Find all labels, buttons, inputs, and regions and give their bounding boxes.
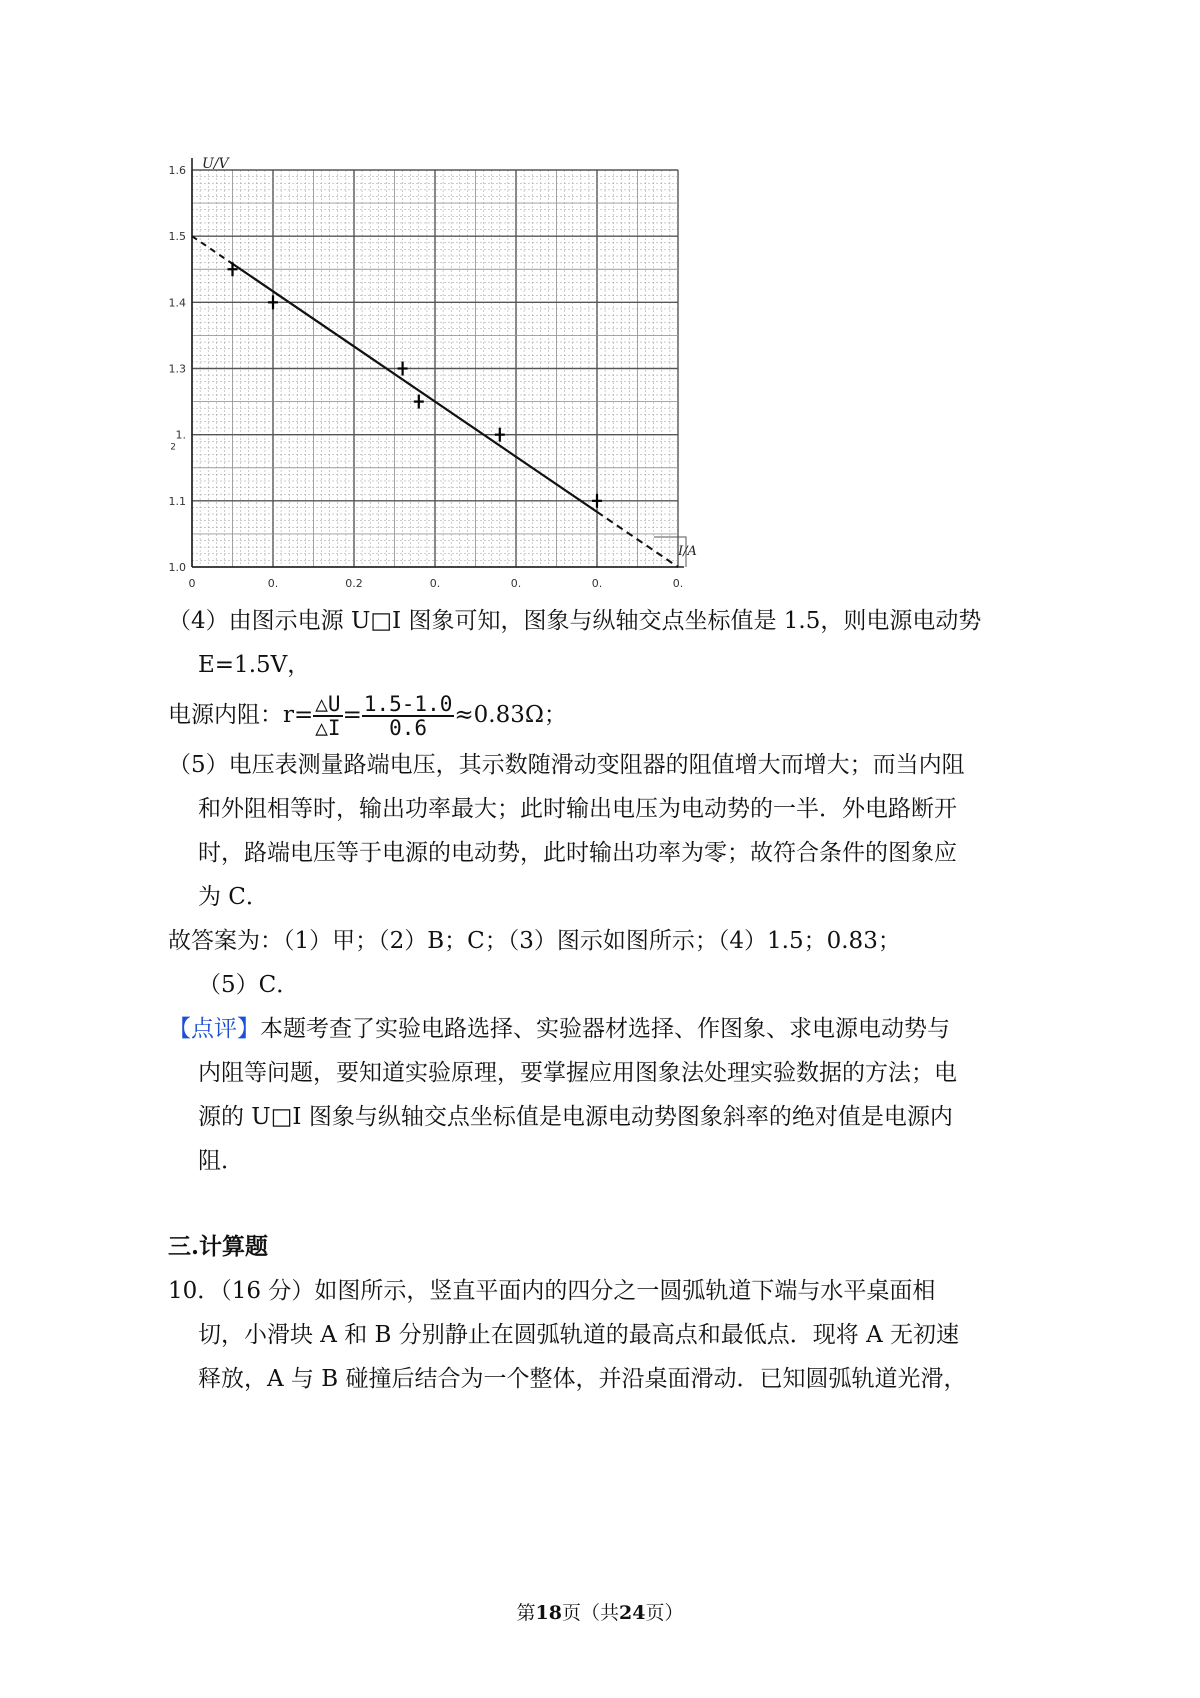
y-tick-label: 1.6 — [168, 164, 186, 177]
y-tick-label: 1.1 — [168, 494, 186, 508]
answer-5-line-1: （5）电压表测量路端电压，其示数随滑动变阻器的阻值增大而增大；而当内阻 — [168, 752, 965, 778]
final-answer-line-2: （5）C． — [198, 972, 300, 998]
review-text-1: 本题考查了实验电路选择、实验器材选择、作图象、求电源电动势与 — [260, 1016, 950, 1042]
x-tick-label: 0 — [188, 577, 196, 590]
y-tick-label: 1.0 — [168, 561, 186, 574]
y-tick-label: 1. — [175, 428, 186, 442]
fit-line-solid — [233, 264, 598, 512]
review-tag: 【点评】 — [168, 1016, 260, 1042]
formula-equals: = — [342, 702, 362, 728]
data-point — [398, 362, 408, 376]
data-point — [414, 395, 424, 409]
data-point — [592, 494, 602, 508]
answer-5-line-2: 和外阻相等时，输出功率最大；此时输出电压为电动势的一半．外电路断开 — [198, 796, 957, 822]
final-answer-line-1: 故答案为：（1）甲；（2）B；C；（3）图示如图所示；（4）1.5；0.83； — [168, 928, 901, 954]
question-10-line-3: 释放，A 与 B 碰撞后结合为一个整体，并沿桌面滑动．已知圆弧轨道光滑， — [198, 1366, 967, 1392]
review-line-3: 源的 U□I 图象与纵轴交点坐标值是电源电动势图象斜率的绝对值是电源内 — [198, 1104, 953, 1130]
y-axis-label: U/V — [202, 156, 229, 172]
y-tick-label: 1.5 — [168, 230, 186, 244]
footer-page-number: 18 — [535, 1602, 562, 1624]
footer-suffix: 页） — [645, 1602, 684, 1624]
x-axis-label: I/A — [678, 544, 697, 559]
review-line-4: 阻． — [198, 1148, 244, 1174]
chart-grid — [192, 170, 678, 567]
x-tick-label: 0. — [591, 577, 603, 590]
review-line-1 — [168, 1012, 950, 1046]
question-10-line-1: 10．（16 分）如图所示，竖直平面内的四分之一圆弧轨道下端与水平桌面相 — [168, 1278, 936, 1304]
fraction-delta — [313, 693, 342, 739]
x-tick-label: 0. — [672, 577, 684, 590]
data-point — [268, 295, 278, 309]
y-tick-label: 1.3 — [168, 362, 186, 376]
answer-5-line-3: 时，路端电压等于电源的电动势，此时输出功率为零；故符合条件的图象应 — [198, 840, 957, 866]
formula-prefix: 电源内阻：r= — [168, 702, 314, 728]
data-point — [495, 428, 505, 442]
answer-4-line-2: E=1.5V， — [198, 652, 311, 678]
review-line-2: 内阻等问题，要知道实验原理，要掌握应用图象法处理实验数据的方法；电 — [198, 1060, 957, 1086]
footer-middle: 页（共 — [561, 1602, 619, 1624]
y-tick-label: 1.4 — [168, 296, 186, 310]
internal-resistance-formula — [168, 690, 567, 740]
x-tick-label: 0.2 — [345, 577, 363, 590]
fraction-delta-numerator: △U — [315, 692, 341, 716]
x-tick-label: 0. — [510, 577, 522, 590]
u-i-chart — [160, 150, 760, 650]
y-tick-label-fragment: 2 — [170, 442, 176, 453]
fraction-values — [362, 693, 455, 739]
data-point — [228, 262, 238, 276]
x-tick-label: 0. — [429, 577, 441, 590]
fit-line-dashed-start — [192, 236, 233, 264]
fraction-values-denominator: 0.6 — [389, 716, 428, 740]
x-tick-label: 0. — [267, 577, 279, 590]
question-10-line-2: 切，小滑块 A 和 B 分别静止在圆弧轨道的最高点和最低点．现将 A 无初速 — [198, 1322, 959, 1348]
fraction-values-numerator: 1.5-1.0 — [363, 692, 453, 716]
section-title: 三.计算题 — [168, 1233, 269, 1260]
answer-5-line-4: 为 C． — [198, 884, 269, 910]
answer-4-line-1: （4）由图示电源 U□I 图象可知，图象与纵轴交点坐标值是 1.5，则电源电动势 — [168, 608, 982, 634]
footer-total-pages: 24 — [619, 1602, 646, 1624]
formula-result: ≈0.83Ω； — [454, 702, 567, 728]
footer-prefix: 第 — [516, 1602, 536, 1624]
page-footer — [0, 1598, 1200, 1625]
fraction-delta-denominator: △I — [315, 716, 341, 740]
